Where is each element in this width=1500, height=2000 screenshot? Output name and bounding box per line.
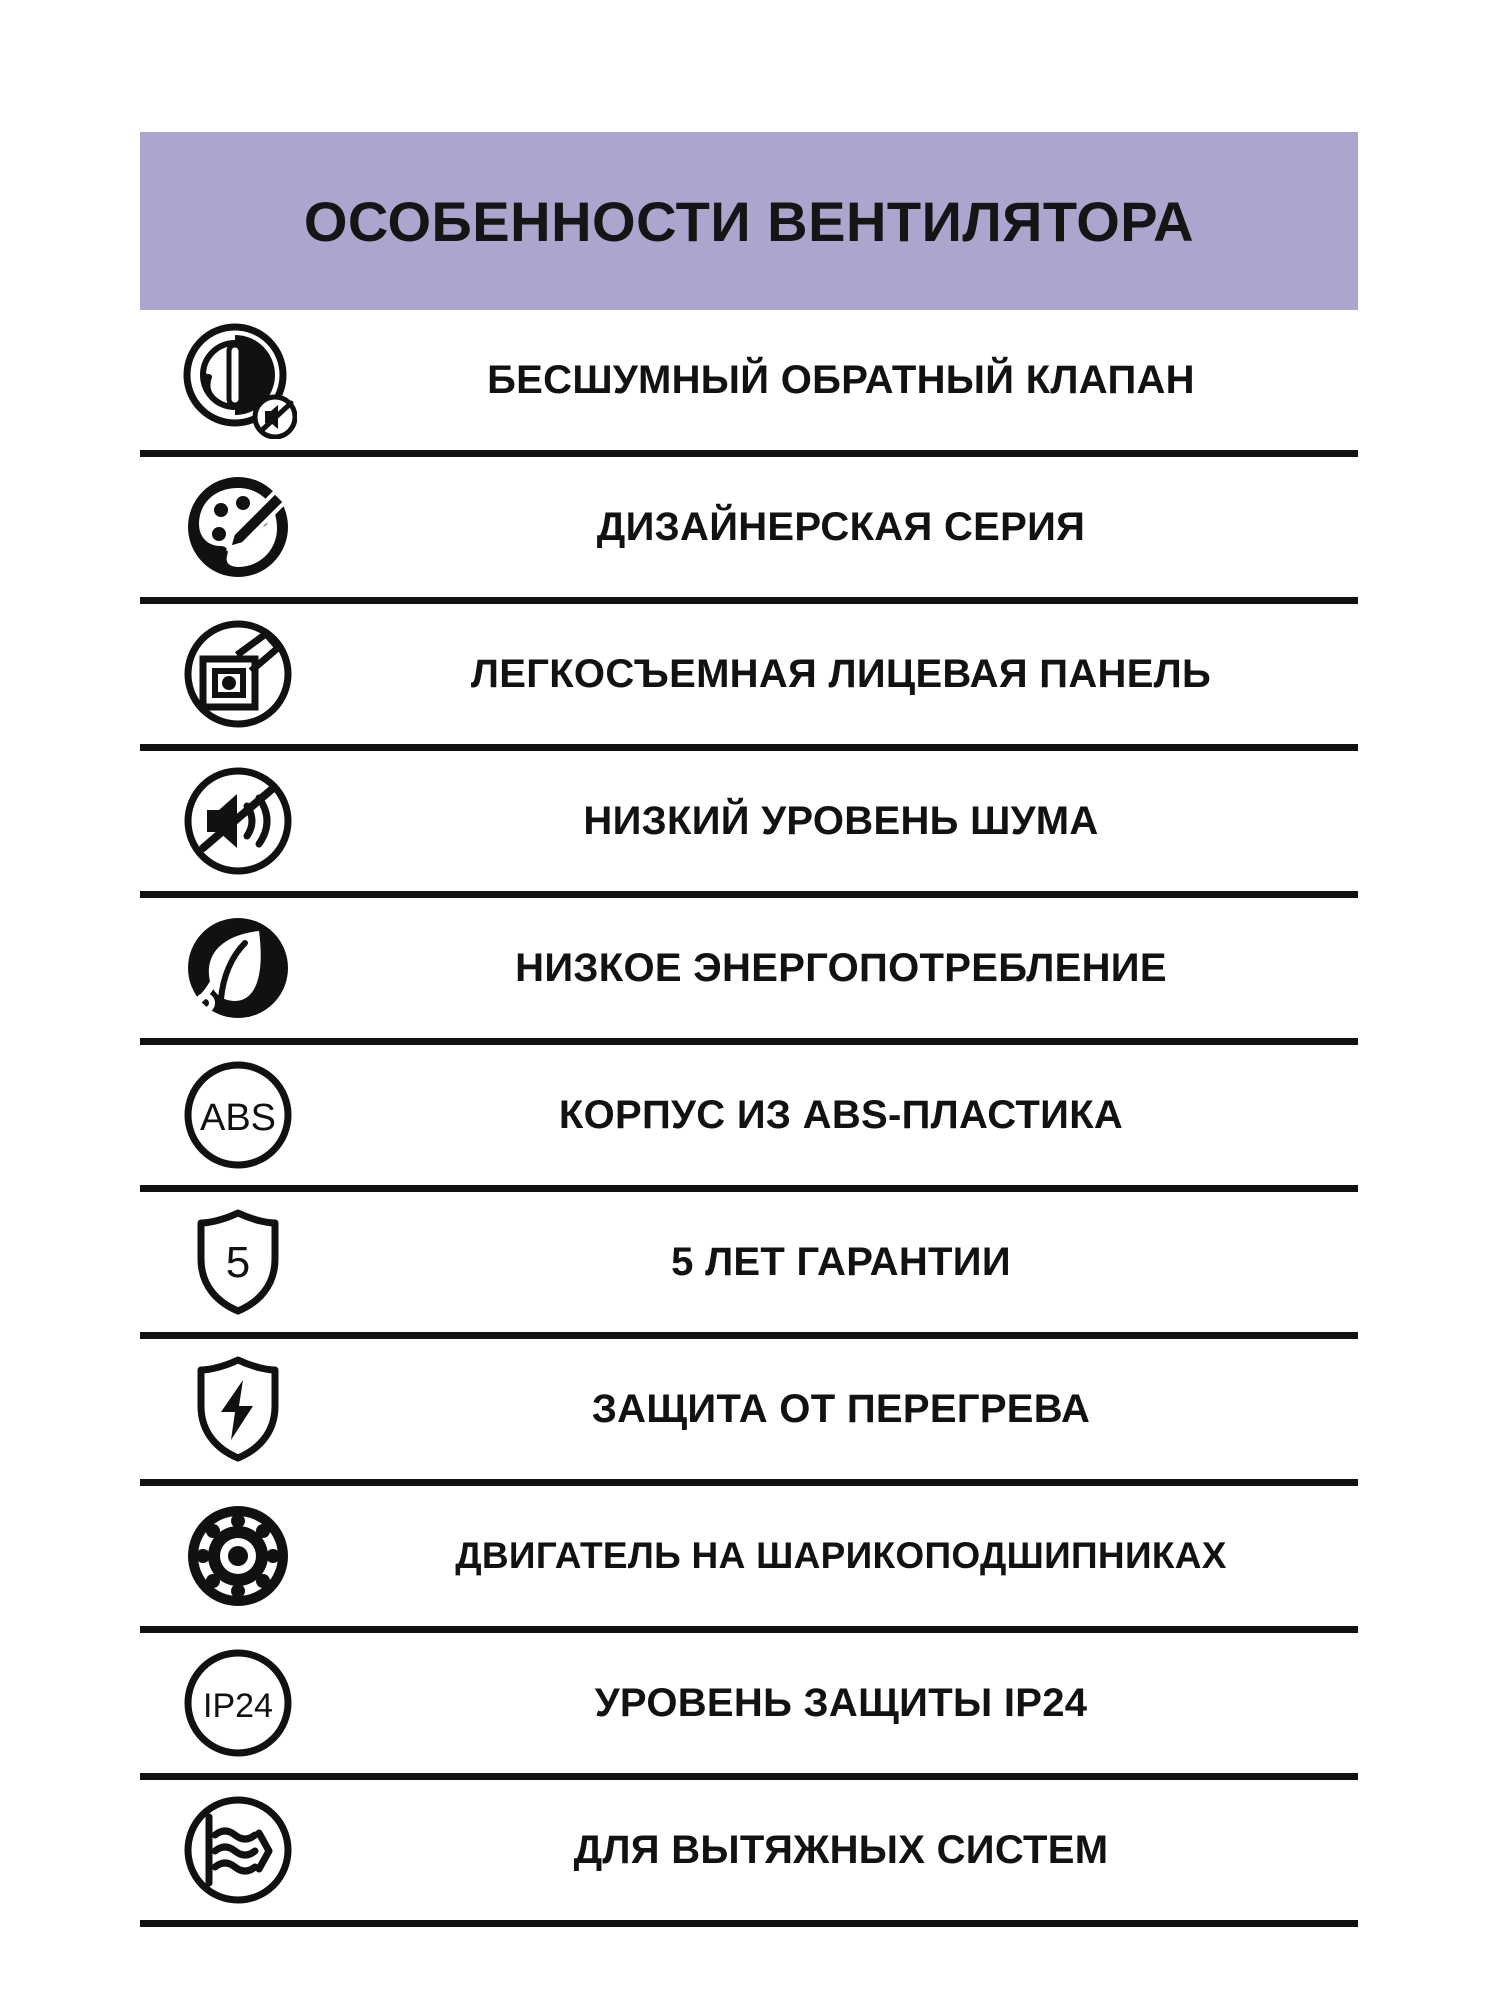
feature-label: 5 ЛЕТ ГАРАНТИИ xyxy=(671,1239,1011,1284)
feature-label: КОРПУС ИЗ ABS-ПЛАСТИКА xyxy=(558,1092,1124,1137)
ball-bearing-icon xyxy=(140,1497,336,1615)
features-list xyxy=(140,310,1358,1927)
list-item xyxy=(140,751,1358,898)
list-item xyxy=(140,1045,1358,1192)
feature-label-cell xyxy=(336,1240,1358,1285)
energy-leaf-icon xyxy=(140,909,336,1027)
feature-label: БЕСШУМНЫЙ ОБРАТНЫЙ КЛАПАН xyxy=(487,357,1195,402)
list-item xyxy=(140,1486,1358,1633)
designer-palette-icon xyxy=(140,468,336,586)
abs-plastic-icon xyxy=(140,1056,336,1174)
exhaust-airflow-icon xyxy=(140,1791,336,1909)
features-sheet xyxy=(140,132,1358,1927)
ip24-icon-text: IP24 xyxy=(203,1687,273,1725)
feature-label-cell xyxy=(336,946,1358,991)
list-item xyxy=(140,1192,1358,1339)
feature-label-cell xyxy=(336,1093,1358,1138)
feature-label-cell xyxy=(336,1681,1358,1726)
muted-speaker-icon xyxy=(140,762,336,880)
silent-check-valve-icon xyxy=(140,321,336,439)
abs-icon-text: ABS xyxy=(199,1097,277,1139)
feature-label-cell xyxy=(336,1535,1358,1577)
removable-front-panel-icon xyxy=(140,615,336,733)
feature-label: ЗАЩИТА ОТ ПЕРЕГРЕВА xyxy=(591,1386,1091,1431)
list-item xyxy=(140,310,1358,457)
list-item xyxy=(140,1339,1358,1486)
feature-label-cell xyxy=(336,799,1358,844)
warranty-shield-icon xyxy=(140,1203,336,1321)
ip24-protection-icon xyxy=(140,1644,336,1762)
list-item xyxy=(140,1780,1358,1927)
feature-label-cell xyxy=(336,652,1358,697)
feature-label: НИЗКОЕ ЭНЕРГОПОТРЕБЛЕНИЕ xyxy=(515,945,1167,990)
list-item xyxy=(140,1633,1358,1780)
feature-label: ДИЗАЙНЕРСКАЯ СЕРИЯ xyxy=(596,504,1086,549)
feature-label-cell xyxy=(336,1387,1358,1432)
list-item xyxy=(140,604,1358,751)
feature-label: ДВИГАТЕЛЬ НА ШАРИКОПОДШИПНИКАХ xyxy=(455,1535,1227,1576)
list-item xyxy=(140,457,1358,604)
feature-label-cell xyxy=(336,505,1358,550)
feature-label-cell xyxy=(336,1828,1358,1873)
feature-label: ЛЕГКОСЪЕМНАЯ ЛИЦЕВАЯ ПАНЕЛЬ xyxy=(470,651,1212,696)
feature-label: НИЗКИЙ УРОВЕНЬ ШУМА xyxy=(583,798,1099,843)
feature-label-cell xyxy=(336,358,1358,403)
feature-label: ДЛЯ ВЫТЯЖНЫХ СИСТЕМ xyxy=(573,1827,1109,1872)
overheat-protection-shield-icon xyxy=(140,1350,336,1468)
page-title: ОСОБЕННОСТИ ВЕНТИЛЯТОРА xyxy=(303,189,1195,253)
poster-header xyxy=(140,132,1358,310)
feature-label: УРОВЕНЬ ЗАЩИТЫ IP24 xyxy=(594,1680,1088,1725)
warranty-years-text: 5 xyxy=(225,1238,251,1287)
list-item xyxy=(140,898,1358,1045)
